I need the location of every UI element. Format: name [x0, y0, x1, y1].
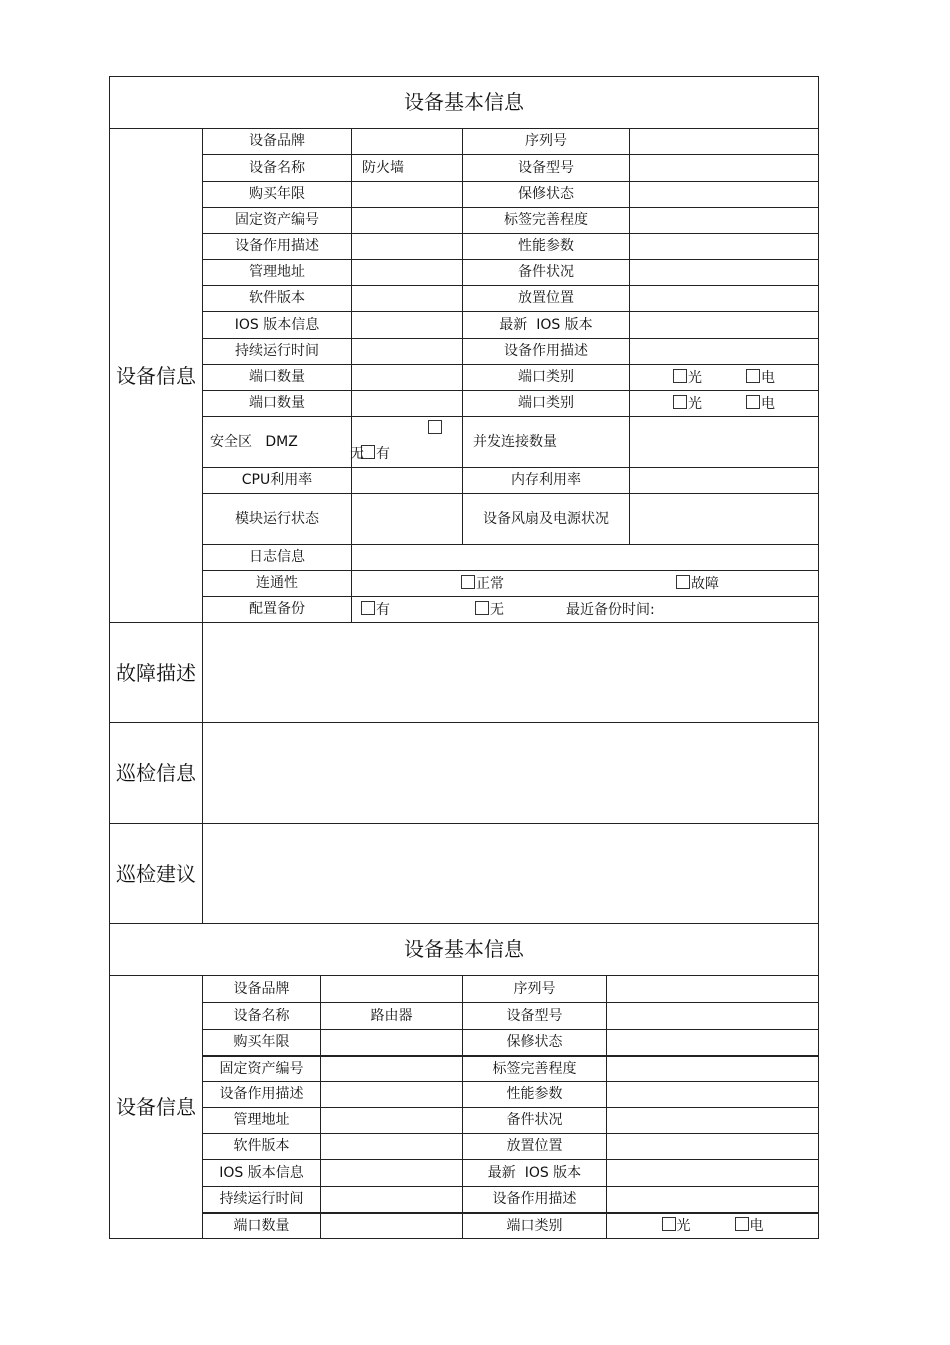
value-ios-version[interactable]: [321, 1160, 463, 1187]
value-warranty[interactable]: [630, 182, 819, 208]
label-purchase-years: 购买年限: [203, 182, 352, 208]
value-inspection-advice[interactable]: [203, 824, 819, 924]
value-latest-ios[interactable]: [630, 312, 819, 339]
option-optical[interactable]: 光: [673, 395, 702, 412]
value-log[interactable]: [352, 545, 819, 571]
option-fault[interactable]: 故障: [676, 575, 719, 592]
label-device-role-2: 设备作用描述: [463, 339, 630, 365]
value-uptime[interactable]: [352, 339, 463, 365]
value-asset-no[interactable]: [352, 208, 463, 234]
label-port-type-2: 端口类别: [463, 391, 630, 417]
checkbox-icon[interactable]: [662, 1217, 676, 1231]
checkbox-icon[interactable]: [673, 395, 687, 409]
label-dmz: 安全区 DMZ: [203, 417, 352, 468]
label-module-status: 模块运行状态: [203, 494, 352, 545]
device-form-2: [109, 923, 819, 1239]
value-device-role-2[interactable]: [607, 1187, 819, 1213]
value-cpu[interactable]: [352, 468, 463, 494]
option-electric[interactable]: 电: [746, 395, 775, 412]
value-memory[interactable]: [630, 468, 819, 494]
label-device-role: 设备作用描述: [203, 1082, 321, 1108]
label-device-role-2: 设备作用描述: [463, 1187, 607, 1213]
label-mgmt-address: 管理地址: [203, 1108, 321, 1134]
device-form-1: [109, 76, 819, 924]
label-connectivity: 连通性: [203, 571, 352, 597]
label-location: 放置位置: [463, 286, 630, 312]
value-model[interactable]: [607, 1003, 819, 1030]
value-warranty[interactable]: [607, 1030, 819, 1056]
option-yes[interactable]: 有: [361, 442, 390, 467]
section-label-device-info: 设备信息: [110, 129, 203, 623]
port-type-options-2: [630, 391, 819, 417]
form-title-2: 设备基本信息: [110, 924, 819, 976]
label-port-count: 端口数量: [203, 1213, 321, 1239]
value-purchase-years[interactable]: [352, 182, 463, 208]
value-performance[interactable]: [607, 1082, 819, 1108]
label-latest-ios: 最新 IOS 版本: [463, 312, 630, 339]
connectivity-options: [352, 571, 819, 597]
value-module-status[interactable]: [352, 494, 463, 545]
label-warranty: 保修状态: [463, 1030, 607, 1056]
value-device-role[interactable]: [321, 1082, 463, 1108]
label-device-name: 设备名称: [203, 155, 352, 182]
value-purchase-years[interactable]: [321, 1030, 463, 1056]
checkbox-icon[interactable]: [735, 1217, 749, 1231]
value-uptime[interactable]: [321, 1187, 463, 1213]
label-port-count: 端口数量: [203, 365, 352, 391]
value-tag-status[interactable]: [630, 208, 819, 234]
value-ios-version[interactable]: [352, 312, 463, 339]
value-device-role-2[interactable]: [630, 339, 819, 365]
value-mgmt-address[interactable]: [321, 1108, 463, 1134]
label-software-version: 软件版本: [203, 1134, 321, 1160]
checkbox-icon[interactable]: [475, 601, 489, 615]
value-model[interactable]: [630, 155, 819, 182]
label-performance: 性能参数: [463, 234, 630, 260]
label-ios-version: IOS 版本信息: [203, 1160, 321, 1187]
label-brand: 设备品牌: [203, 129, 352, 155]
option-optical[interactable]: 光: [673, 369, 702, 386]
backup-options: [352, 597, 819, 623]
label-asset-no: 固定资产编号: [203, 1056, 321, 1082]
value-port-count[interactable]: [321, 1213, 463, 1239]
label-device-role: 设备作用描述: [203, 234, 352, 260]
label-port-type: 端口类别: [463, 1213, 607, 1239]
label-port-count-2: 端口数量: [203, 391, 352, 417]
checkbox-icon[interactable]: [361, 601, 375, 615]
option-electric[interactable]: 电: [735, 1217, 764, 1234]
label-inspection-info: 巡检信息: [110, 723, 203, 824]
value-device-name[interactable]: 防火墙: [352, 155, 463, 182]
label-config-backup: 配置备份: [203, 597, 352, 623]
label-tag-status: 标签完善程度: [463, 208, 630, 234]
label-concurrent-conn: 并发连接数量: [463, 417, 630, 468]
form-frame: [109, 76, 818, 1239]
label-fault-description: 故障描述: [110, 623, 203, 723]
checkbox-icon[interactable]: [746, 395, 760, 409]
label-log: 日志信息: [203, 545, 352, 571]
value-mgmt-address[interactable]: [352, 260, 463, 286]
value-port-count-2[interactable]: [352, 391, 463, 417]
label-fan-power: 设备风扇及电源状况: [463, 494, 630, 545]
label-asset-no: 固定资产编号: [203, 208, 352, 234]
option-no[interactable]: 无: [475, 601, 504, 618]
dmz-options: [352, 417, 463, 468]
value-tag-status[interactable]: [607, 1056, 819, 1082]
label-serial: 序列号: [463, 976, 607, 1003]
value-concurrent-conn[interactable]: [630, 417, 819, 468]
value-spare-parts[interactable]: [607, 1108, 819, 1134]
value-asset-no[interactable]: [321, 1056, 463, 1082]
label-tag-status: 标签完善程度: [463, 1056, 607, 1082]
checkbox-icon[interactable]: [676, 575, 690, 589]
label-serial: 序列号: [463, 129, 630, 155]
value-latest-ios[interactable]: [607, 1160, 819, 1187]
label-software-version: 软件版本: [203, 286, 352, 312]
value-performance[interactable]: [630, 234, 819, 260]
port-type-options: [607, 1213, 819, 1239]
section-label-device-info-2: 设备信息: [110, 976, 203, 1239]
value-port-count[interactable]: [352, 365, 463, 391]
value-fan-power[interactable]: [630, 494, 819, 545]
checkbox-icon[interactable]: [673, 369, 687, 383]
label-warranty: 保修状态: [463, 182, 630, 208]
option-electric[interactable]: 电: [746, 369, 775, 386]
label-latest-ios: 最新 IOS 版本: [463, 1160, 607, 1187]
checkbox-icon[interactable]: [461, 575, 475, 589]
label-port-type: 端口类别: [463, 365, 630, 391]
label-uptime: 持续运行时间: [203, 1187, 321, 1213]
option-no[interactable]: 无: [428, 417, 443, 467]
label-last-backup: 最近备份时间:: [566, 601, 655, 618]
label-brand: 设备品牌: [203, 976, 321, 1003]
label-inspection-advice: 巡检建议: [110, 824, 203, 924]
checkbox-icon[interactable]: [428, 420, 442, 434]
value-location[interactable]: [630, 286, 819, 312]
label-mgmt-address: 管理地址: [203, 260, 352, 286]
label-cpu: CPU利用率: [203, 468, 352, 494]
option-optical[interactable]: 光: [662, 1217, 691, 1234]
label-purchase-years: 购买年限: [203, 1030, 321, 1056]
label-model: 设备型号: [463, 155, 630, 182]
value-brand[interactable]: [321, 976, 463, 1003]
checkbox-icon[interactable]: [746, 369, 760, 383]
value-serial[interactable]: [630, 129, 819, 155]
label-performance: 性能参数: [463, 1082, 607, 1108]
port-type-options: [630, 365, 819, 391]
label-model: 设备型号: [463, 1003, 607, 1030]
form-title: 设备基本信息: [110, 77, 819, 129]
value-device-role[interactable]: [352, 234, 463, 260]
label-location: 放置位置: [463, 1134, 607, 1160]
value-location[interactable]: [607, 1134, 819, 1160]
option-yes[interactable]: 有: [361, 601, 390, 618]
label-memory: 内存利用率: [463, 468, 630, 494]
label-spare-parts: 备件状况: [463, 1108, 607, 1134]
option-normal[interactable]: 正常: [461, 575, 504, 592]
label-spare-parts: 备件状况: [463, 260, 630, 286]
value-brand[interactable]: [352, 129, 463, 155]
label-uptime: 持续运行时间: [203, 339, 352, 365]
value-spare-parts[interactable]: [630, 260, 819, 286]
value-software-version[interactable]: [352, 286, 463, 312]
value-serial[interactable]: [607, 976, 819, 1003]
value-device-name[interactable]: 路由器: [321, 1003, 463, 1030]
label-ios-version: IOS 版本信息: [203, 312, 352, 339]
value-fault-description[interactable]: [203, 623, 819, 723]
label-device-name: 设备名称: [203, 1003, 321, 1030]
value-inspection-info[interactable]: [203, 723, 819, 824]
value-software-version[interactable]: [321, 1134, 463, 1160]
